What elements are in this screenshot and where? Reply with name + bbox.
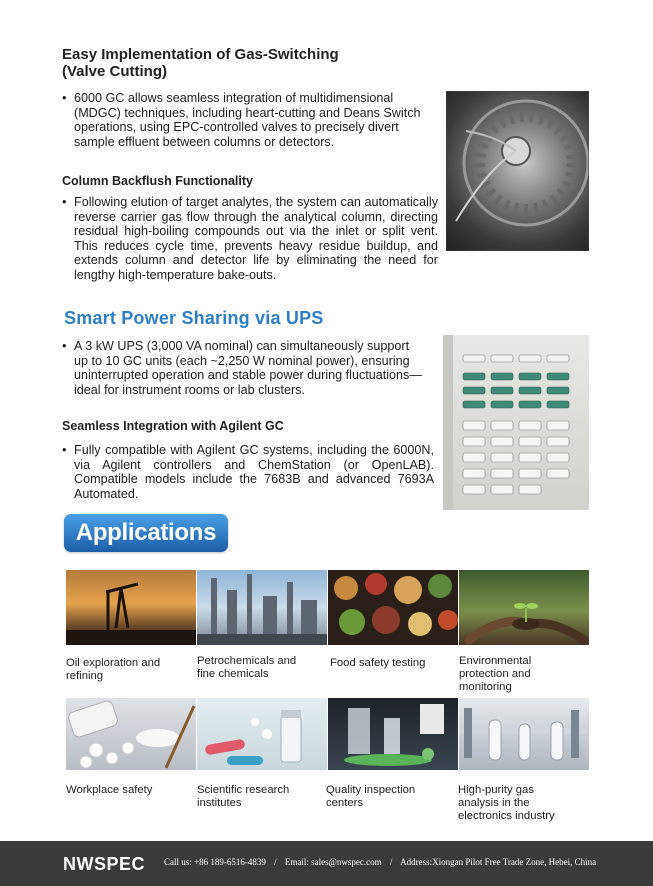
section-title-gas-switching — [62, 46, 432, 80]
seedling-graphic — [459, 570, 589, 645]
bullet-dot: • — [62, 195, 67, 209]
food-graphic — [328, 570, 458, 645]
bullet-text: A 3 kW UPS (3,000 VA nominal) can simultaneously support up to 10 GC units (each ~2,250 W nominal power), ensuring uninterrupted operation and stable power during fluctuations—ideal for instrument rooms or lab clusters. — [74, 339, 422, 397]
refinery-graphic — [197, 570, 327, 645]
pills-photo — [66, 698, 196, 770]
bullet-dot: • — [62, 443, 67, 457]
caption-petrochemicals: Petrochemicals and fine chemicals — [197, 655, 297, 680]
separator: / — [274, 857, 277, 867]
caption-high-purity: High-purity gas analysis in the electronics industry — [458, 784, 555, 822]
separator: / — [389, 857, 393, 867]
caption-quality: Quality inspection centers — [326, 784, 416, 809]
valve-photo — [446, 91, 589, 251]
section-title-agilent: Seamless Integration with Agilent GC — [62, 419, 284, 433]
email-link[interactable]: Email: sales@nwspec.com — [284, 857, 382, 867]
caption-workplace: Workplace safety — [66, 784, 153, 796]
glassware-graphic — [328, 698, 458, 770]
bullet-gas-switching — [62, 91, 430, 149]
bullet-text: Following elution of target analytes, the system can automatically reverse carrier gas flow through the analytical column, directing residual high-boiling compounds out via the inlet or split vent. This reduces cycle time, prevents heavy residue buildup, and extends column and detector life by eliminating the need for lengthy high-temperature bake-outs. — [74, 195, 438, 282]
vials-photo — [197, 698, 327, 770]
valve-photo-graphic — [446, 91, 589, 251]
keypad-photo-graphic — [443, 335, 589, 510]
pumpjack-graphic — [66, 570, 196, 645]
keypad-photo — [443, 335, 589, 510]
section-title-backflush: Column Backflush Functionality — [62, 174, 253, 188]
phone-text: Call us: +86 189-6516-4839 — [164, 857, 266, 867]
bullet-text: 6000 GC allows seamless integration of multidimensional (MDGC) techniques, including heart-cutting and Deans Switch operations, using EPC-controlled valves to precisely divert sample effluent between columns or detectors. — [74, 91, 421, 149]
pills-graphic — [66, 698, 196, 770]
cleanroom-graphic — [459, 698, 589, 770]
caption-environmental: Environmental protection and monitoring — [459, 655, 532, 693]
bullet-text: Fully compatible with Agilent GC systems, including the 6000N, via Agilent controllers and ChemStation (or OpenLAB). Compatible models include the 7683B and advanced 7693A Automated. — [74, 443, 434, 501]
caption-food-safety: Food safety testing — [330, 657, 426, 669]
title-line-2: (Valve Cutting) — [62, 63, 168, 80]
bullet-agilent — [62, 443, 434, 501]
section-title-ups: Smart Power Sharing via UPS — [64, 308, 324, 328]
footer-bar — [0, 841, 653, 886]
seedling-photo — [459, 570, 589, 645]
bullet-ups — [62, 339, 422, 397]
refinery-photo — [197, 570, 327, 645]
contact-info — [164, 857, 596, 867]
caption-research: Scientific research institutes — [197, 784, 290, 809]
bullet-dot: • — [62, 91, 67, 105]
company-logo: NWSPEC — [63, 854, 146, 874]
bullet-dot: • — [62, 339, 67, 353]
bullet-backflush — [62, 195, 438, 283]
caption-oil: Oil exploration and refining — [66, 657, 161, 682]
vials-graphic — [197, 698, 327, 770]
oil-pumpjack-photo — [66, 570, 196, 645]
address-text: Address:Xiongan Pilot Free Trade Zone, Hebei, China — [400, 857, 597, 867]
cleanroom-photo — [459, 698, 589, 770]
applications-heading-button: Applications — [64, 514, 228, 552]
food-photo — [328, 570, 458, 645]
title-line-1: Easy Implementation of Gas-Switching — [62, 46, 339, 63]
lab-glassware-photo — [328, 698, 458, 770]
